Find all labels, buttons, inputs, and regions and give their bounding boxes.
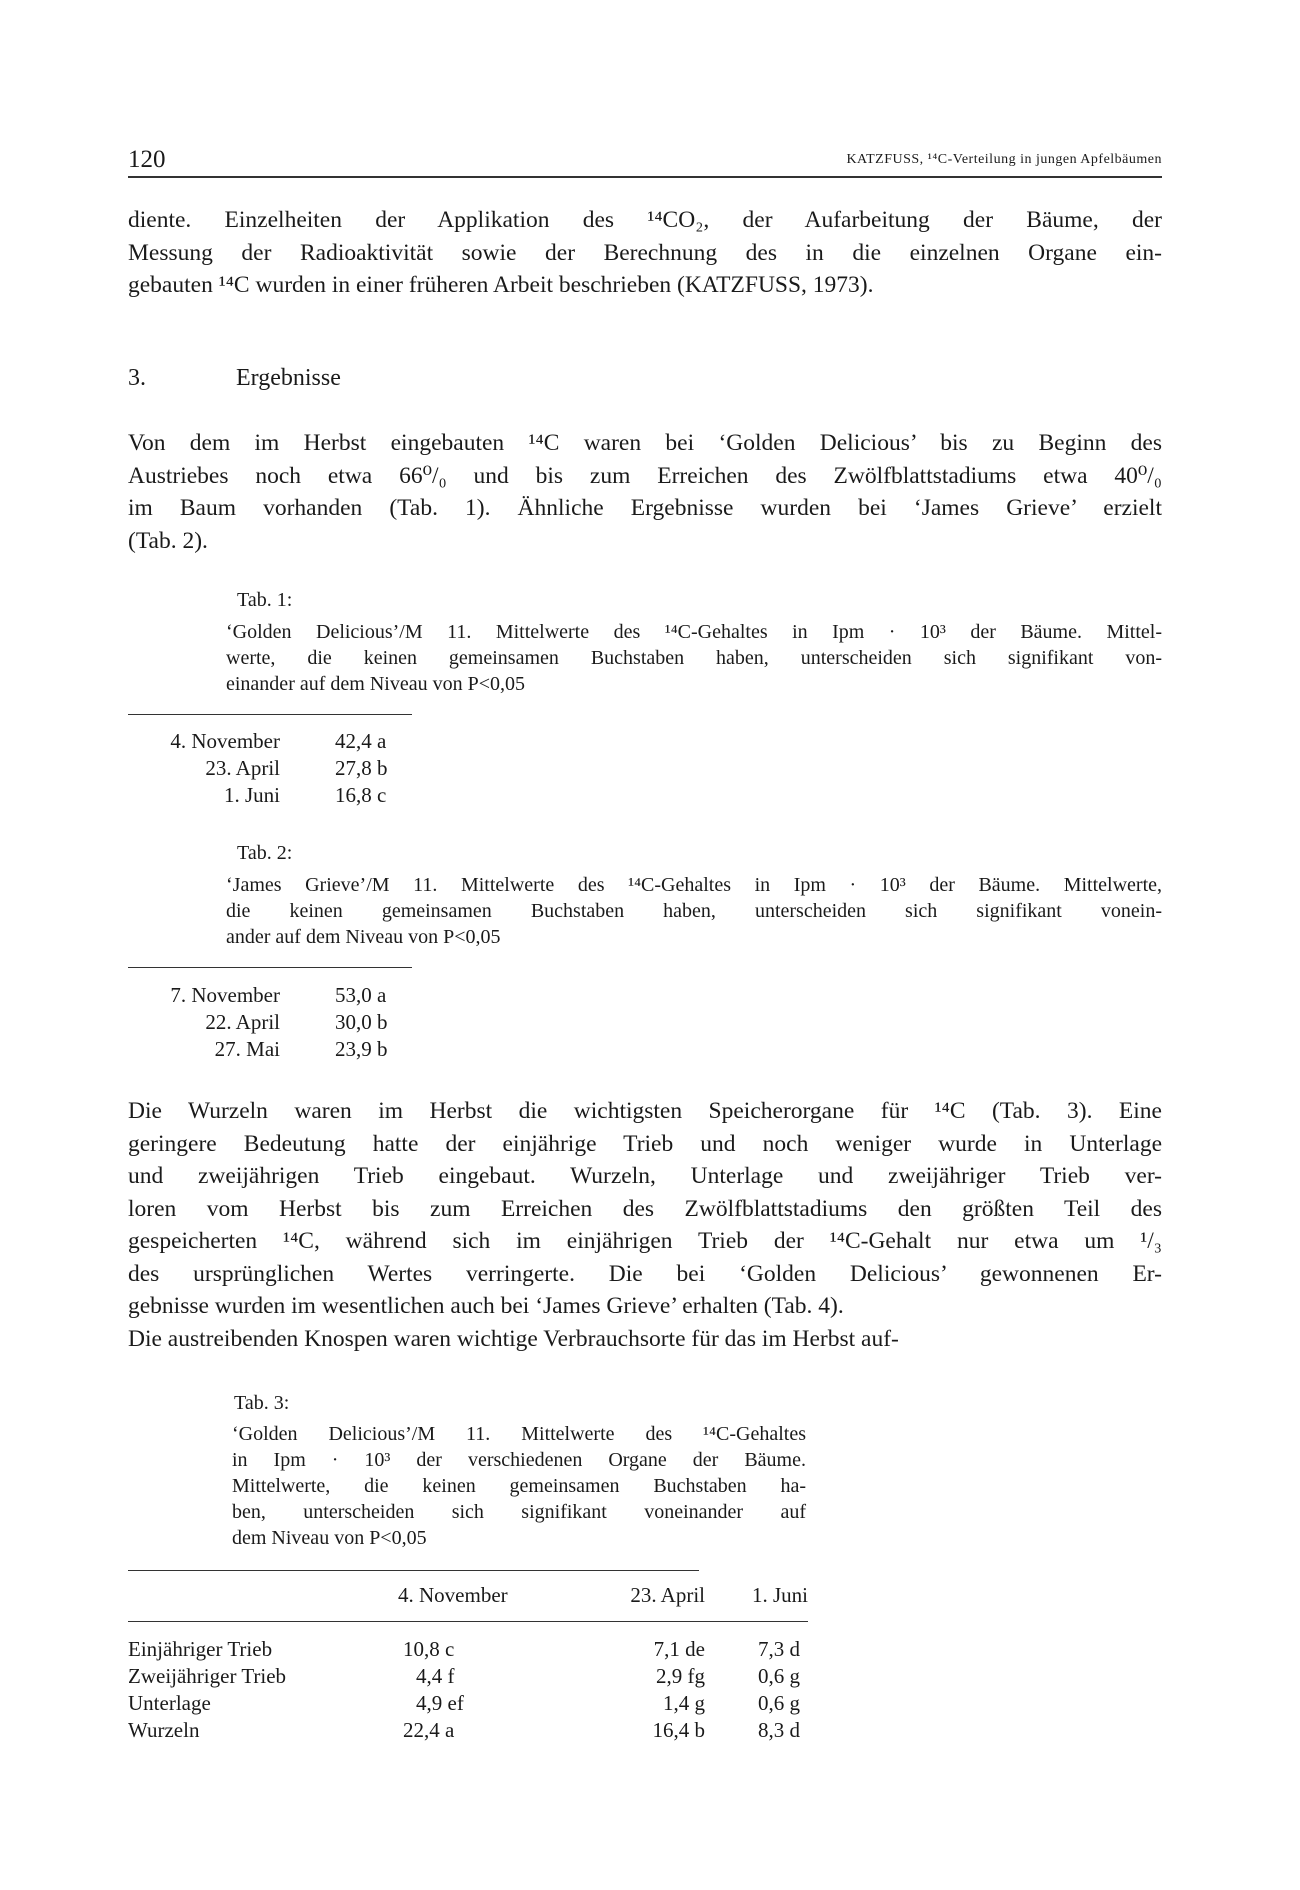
caption-line: ben, unterscheiden sich signifikant voneinander auf xyxy=(232,1501,806,1523)
text-line: (Tab. 2). xyxy=(128,527,208,554)
caption-line: dem Niveau von P<0,05 xyxy=(232,1527,427,1549)
table3-header-cell xyxy=(128,1582,398,1609)
table3-top-rule xyxy=(128,1570,699,1571)
table1-value: 16,8 c xyxy=(335,783,387,807)
organ-cell: Wurzeln xyxy=(128,1718,200,1742)
value-cell: 8,3 d xyxy=(758,1718,800,1742)
intro-paragraph xyxy=(128,204,1162,302)
text-line: Messung der Radioaktivität sowie der Berechnung des in die einzelnen Organe ein- xyxy=(128,239,1162,266)
table2-value: 53,0 a xyxy=(335,983,387,1007)
value-cell: 16,4 b xyxy=(652,1718,705,1742)
table2-date: 7. November xyxy=(170,983,280,1007)
table1-rule xyxy=(128,714,412,715)
running-head: KATZFUSS, ¹⁴C-Verteilung in jungen Apfelbäumen xyxy=(846,152,1162,167)
value-cell: 22,4 a xyxy=(403,1718,455,1742)
table2-date: 22. April xyxy=(205,1010,280,1034)
table3-label: Tab. 3: xyxy=(234,1392,290,1414)
table2-date: 27. Mai xyxy=(214,1037,280,1061)
table3-header-cell: 23. April xyxy=(630,1583,705,1607)
table-row xyxy=(128,1636,808,1663)
organ-cell: Unterlage xyxy=(128,1691,211,1715)
value-cell: 2,9 fg xyxy=(656,1664,705,1688)
caption-line: ‘Golden Delicious’/M 11. Mittelwerte des ¹⁴C-Gehaltes in Ipm · 10³ der Bäume. Mittel- xyxy=(226,621,1162,643)
table1-date: 4. November xyxy=(170,729,280,753)
text-line: im Baum vorhanden (Tab. 1). Ähnliche Ergebnisse wurden bei ‘James Grieve’ erzielt xyxy=(128,495,1162,521)
text-line: loren vom Herbst bis zum Erreichen des Zwölfblattstadiums den größten Teil des xyxy=(128,1195,1162,1222)
table2-value: 23,9 b xyxy=(335,1037,388,1061)
table2-rule xyxy=(128,967,412,968)
text-line: gespeicherten ¹⁴C, während sich im einjährigen Trieb der ¹⁴C-Gehalt nur etwa um ¹/₃ xyxy=(128,1228,1162,1254)
caption-line: ‘James Grieve’/M 11. Mittelwerte des ¹⁴C-Gehaltes in Ipm · 10³ der Bäume. Mittelwerte, xyxy=(226,874,1162,896)
caption-line: einander auf dem Niveau von P<0,05 xyxy=(226,673,525,695)
table2-caption xyxy=(226,872,1162,950)
table1-value: 27,8 b xyxy=(335,756,388,780)
table3-caption xyxy=(232,1421,806,1551)
table1-value: 42,4 a xyxy=(335,729,387,753)
table2-label: Tab. 2: xyxy=(237,842,293,864)
caption-line: ‘Golden Delicious’/M 11. Mittelwerte des ¹⁴C-Gehaltes xyxy=(232,1423,806,1445)
table1-label: Tab. 1: xyxy=(237,589,293,611)
text-line: Von dem im Herbst eingebauten ¹⁴C waren bei ‘Golden Delicious’ bis zu Beginn des xyxy=(128,430,1162,456)
header-rule xyxy=(128,176,1162,178)
text-line: diente. Einzelheiten der Applikation des ¹⁴CO₂, der Aufarbeitung der Bäume, der xyxy=(128,207,1162,233)
section-number: 3. xyxy=(128,365,146,391)
text-line: Die austreibenden Knospen waren wichtige Verbrauchsorte für das im Herbst auf- xyxy=(128,1325,899,1352)
caption-line: die keinen gemeinsamen Buchstaben haben, unterscheiden sich signifikant vonein- xyxy=(226,900,1162,922)
page-number: 120 xyxy=(128,146,166,173)
value-cell: 4,9 ef xyxy=(416,1691,464,1715)
table-row xyxy=(128,1663,808,1690)
value-cell: 4,4 f xyxy=(416,1664,455,1688)
table1-date: 23. April xyxy=(205,756,280,780)
text-line: gebauten ¹⁴C wurden in einer früheren Arbeit beschrieben (KATZFUSS, 1973). xyxy=(128,272,874,298)
value-cell: 7,1 de xyxy=(653,1637,705,1661)
table3-header-row xyxy=(128,1582,808,1609)
table-row xyxy=(128,1717,808,1744)
table1-caption xyxy=(226,619,1162,697)
table2-value: 30,0 b xyxy=(335,1010,388,1034)
text-line: geringere Bedeutung hatte der einjährige Trieb und noch weniger wurde in Unterlage xyxy=(128,1130,1162,1157)
caption-line: ander auf dem Niveau von P<0,05 xyxy=(226,926,501,948)
table1-date: 1. Juni xyxy=(223,783,280,807)
caption-line: werte, die keinen gemeinsamen Buchstaben haben, unterscheiden sich signifikant von- xyxy=(226,647,1162,669)
text-line: Die Wurzeln waren im Herbst die wichtigsten Speicherorgane für ¹⁴C (Tab. 3). Eine xyxy=(128,1098,1162,1124)
text-line: gebnisse wurden im wesentlichen auch bei ‘James Grieve’ erhalten (Tab. 4). xyxy=(128,1293,844,1319)
discussion-paragraph xyxy=(128,1095,1162,1355)
table3-header-cell: 1. Juni xyxy=(751,1583,808,1607)
results-paragraph xyxy=(128,427,1162,557)
section-title: Ergebnisse xyxy=(236,365,341,391)
value-cell: 0,6 g xyxy=(758,1664,800,1688)
value-cell: 0,6 g xyxy=(758,1691,800,1715)
value-cell: 7,3 d xyxy=(758,1637,800,1661)
caption-line: Mittelwerte, die keinen gemeinsamen Buchstaben ha- xyxy=(232,1475,806,1497)
table3-header-cell: 4. November xyxy=(398,1583,508,1607)
value-cell: 1,4 g xyxy=(663,1691,705,1715)
caption-line: in Ipm · 10³ der verschiedenen Organe der Bäume. xyxy=(232,1449,806,1471)
organ-cell: Zweijähriger Trieb xyxy=(128,1664,287,1688)
table3 xyxy=(128,1582,808,1744)
text-line: Austriebes noch etwa 66⁰/₀ und bis zum Erreichen des Zwölfblattstadiums etwa 40⁰/₀ xyxy=(128,462,1162,489)
table-row xyxy=(128,1690,808,1717)
organ-cell: Einjähriger Trieb xyxy=(128,1637,273,1661)
text-line: des ursprünglichen Wertes verringerte. Die bei ‘Golden Delicious’ gewonnenen Er- xyxy=(128,1260,1162,1287)
value-cell: 10,8 c xyxy=(403,1637,455,1661)
text-line: und zweijährigen Trieb eingebaut. Wurzeln, Unterlage und zweijähriger Trieb ver- xyxy=(128,1163,1162,1189)
